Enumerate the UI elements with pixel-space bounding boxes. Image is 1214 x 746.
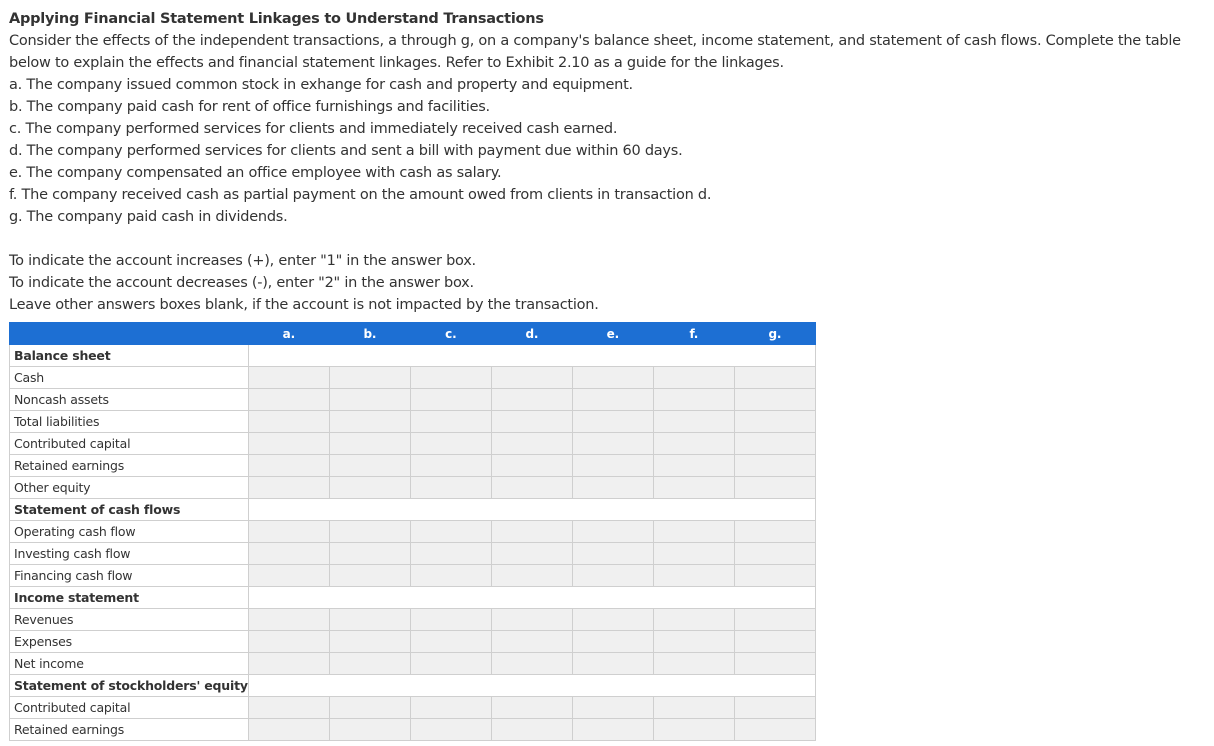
answer-input[interactable] xyxy=(573,433,653,454)
table-row xyxy=(10,719,816,741)
answer-cell[interactable] xyxy=(329,389,410,411)
answer-input[interactable] xyxy=(735,455,815,476)
section-spacer xyxy=(248,499,815,521)
answer-cell[interactable] xyxy=(248,477,329,499)
answer-cell[interactable] xyxy=(248,609,329,631)
table-row xyxy=(10,389,816,411)
answer-input[interactable] xyxy=(330,631,410,652)
section-spacer xyxy=(248,675,815,697)
answer-table-body xyxy=(10,345,816,741)
answer-input[interactable] xyxy=(492,521,572,542)
answer-input[interactable] xyxy=(330,477,410,498)
answer-input[interactable] xyxy=(573,521,653,542)
section-row xyxy=(10,675,816,697)
answer-cell[interactable] xyxy=(491,411,572,433)
answer-cell[interactable] xyxy=(572,719,653,741)
answer-input[interactable] xyxy=(654,477,734,498)
answer-cell[interactable] xyxy=(572,609,653,631)
answer-input[interactable] xyxy=(330,565,410,586)
answer-cell[interactable] xyxy=(491,389,572,411)
header-corner xyxy=(10,323,249,345)
answer-input[interactable] xyxy=(573,477,653,498)
answer-cell[interactable] xyxy=(329,631,410,653)
answer-input[interactable] xyxy=(411,719,491,740)
answer-cell[interactable] xyxy=(248,455,329,477)
answer-input[interactable] xyxy=(654,433,734,454)
table-row xyxy=(10,455,816,477)
answer-input[interactable] xyxy=(411,697,491,718)
answer-input[interactable] xyxy=(249,565,329,586)
answer-cell[interactable] xyxy=(410,521,491,543)
answer-cell[interactable] xyxy=(410,455,491,477)
answer-input[interactable] xyxy=(492,433,572,454)
answer-input[interactable] xyxy=(249,631,329,652)
answer-cell[interactable] xyxy=(734,653,815,675)
answer-input[interactable] xyxy=(654,411,734,432)
answer-cell[interactable] xyxy=(653,543,734,565)
answer-input[interactable] xyxy=(735,609,815,630)
column-header-c: c. xyxy=(410,323,491,345)
answer-input[interactable] xyxy=(573,697,653,718)
row-label: Revenues xyxy=(10,609,249,631)
answer-input[interactable] xyxy=(492,411,572,432)
answer-input[interactable] xyxy=(411,609,491,630)
answer-input[interactable] xyxy=(249,543,329,564)
answer-input[interactable] xyxy=(654,543,734,564)
transaction-c: c. The company performed services for clients and immediately received cash earned. xyxy=(9,121,618,137)
transaction-d: d. The company performed services for clients and sent a bill with payment due within 60 days. xyxy=(9,143,683,159)
row-label: Total liabilities xyxy=(10,411,249,433)
table-row xyxy=(10,367,816,389)
answer-cell[interactable] xyxy=(491,631,572,653)
answer-cell[interactable] xyxy=(248,631,329,653)
answer-input[interactable] xyxy=(735,697,815,718)
rule-blank: Leave other answers boxes blank, if the account is not impacted by the transaction. xyxy=(9,297,599,313)
table-row xyxy=(10,631,816,653)
answer-cell[interactable] xyxy=(734,565,815,587)
answer-cell[interactable] xyxy=(329,719,410,741)
table-row xyxy=(10,653,816,675)
answer-cell[interactable] xyxy=(572,389,653,411)
answer-input[interactable] xyxy=(330,719,410,740)
column-header-b: b. xyxy=(329,323,410,345)
answer-cell[interactable] xyxy=(572,521,653,543)
answer-input[interactable] xyxy=(654,609,734,630)
answer-cell[interactable] xyxy=(248,389,329,411)
row-label: Retained earnings xyxy=(10,719,249,741)
answer-input[interactable] xyxy=(573,367,653,388)
transaction-b: b. The company paid cash for rent of office furnishings and facilities. xyxy=(9,99,490,115)
answer-input[interactable] xyxy=(492,653,572,674)
answer-cell[interactable] xyxy=(653,609,734,631)
answer-input[interactable] xyxy=(249,433,329,454)
answer-input[interactable] xyxy=(654,565,734,586)
transaction-f: f. The company received cash as partial payment on the amount owed from clients in transaction d. xyxy=(9,187,712,203)
answer-input[interactable] xyxy=(411,653,491,674)
table-row xyxy=(10,565,816,587)
answer-input[interactable] xyxy=(249,477,329,498)
answer-cell[interactable] xyxy=(410,411,491,433)
answer-cell[interactable] xyxy=(734,389,815,411)
answer-cell[interactable] xyxy=(734,367,815,389)
answer-cell[interactable] xyxy=(248,565,329,587)
answer-cell[interactable] xyxy=(734,411,815,433)
answer-input[interactable] xyxy=(492,477,572,498)
answer-input[interactable] xyxy=(249,367,329,388)
answer-cell[interactable] xyxy=(572,565,653,587)
answer-input[interactable] xyxy=(249,719,329,740)
answer-input[interactable] xyxy=(249,609,329,630)
row-label: Noncash assets xyxy=(10,389,249,411)
answer-cell[interactable] xyxy=(329,477,410,499)
answer-cell[interactable] xyxy=(734,697,815,719)
answer-cell[interactable] xyxy=(734,631,815,653)
answer-cell[interactable] xyxy=(491,653,572,675)
answer-input[interactable] xyxy=(735,521,815,542)
answer-input[interactable] xyxy=(573,389,653,410)
section-row xyxy=(10,345,816,367)
answer-cell[interactable] xyxy=(491,455,572,477)
answer-input[interactable] xyxy=(735,719,815,740)
answer-cell[interactable] xyxy=(248,367,329,389)
answer-cell[interactable] xyxy=(248,433,329,455)
answer-input[interactable] xyxy=(411,411,491,432)
transaction-a: a. The company issued common stock in exhange for cash and property and equipment. xyxy=(9,77,633,93)
answer-input[interactable] xyxy=(411,565,491,586)
question-text xyxy=(9,8,1213,316)
answer-cell[interactable] xyxy=(491,543,572,565)
answer-input[interactable] xyxy=(411,631,491,652)
section-heading: Statement of stockholders' equity xyxy=(10,675,249,697)
question-title: Applying Financial Statement Linkages to Understand Transactions xyxy=(9,11,544,27)
row-label: Operating cash flow xyxy=(10,521,249,543)
rule-increase: To indicate the account increases (+), enter "1" in the answer box. xyxy=(9,253,476,269)
answer-cell[interactable] xyxy=(491,433,572,455)
answer-input[interactable] xyxy=(735,631,815,652)
answer-cell[interactable] xyxy=(248,543,329,565)
table-row xyxy=(10,609,816,631)
answer-cell[interactable] xyxy=(410,367,491,389)
answer-input[interactable] xyxy=(492,455,572,476)
answer-input[interactable] xyxy=(492,609,572,630)
section-spacer xyxy=(248,345,815,367)
answer-cell[interactable] xyxy=(491,565,572,587)
table-row xyxy=(10,433,816,455)
answer-cell[interactable] xyxy=(734,543,815,565)
answer-cell[interactable] xyxy=(572,455,653,477)
answer-input[interactable] xyxy=(573,653,653,674)
answer-input[interactable] xyxy=(573,609,653,630)
answer-cell[interactable] xyxy=(572,367,653,389)
answer-cell[interactable] xyxy=(572,631,653,653)
section-row xyxy=(10,499,816,521)
table-row xyxy=(10,697,816,719)
answer-input[interactable] xyxy=(492,389,572,410)
answer-input[interactable] xyxy=(654,367,734,388)
answer-input[interactable] xyxy=(492,565,572,586)
transaction-e: e. The company compensated an office employee with cash as salary. xyxy=(9,165,502,181)
answer-input[interactable] xyxy=(249,521,329,542)
column-header-d: d. xyxy=(491,323,572,345)
answer-cell[interactable] xyxy=(653,631,734,653)
row-label: Expenses xyxy=(10,631,249,653)
question-instructions: Consider the effects of the independent transactions, a through g, on a company's balance sheet, income statement, and statement of cash flows. Complete the table below to explain the effects and financial statement linkages. Refer to Exhibit 2.10 as a guide for the linkages. xyxy=(9,33,1181,71)
answer-input[interactable] xyxy=(573,455,653,476)
answer-cell[interactable] xyxy=(653,411,734,433)
answer-input[interactable] xyxy=(249,389,329,410)
answer-cell[interactable] xyxy=(653,389,734,411)
answer-cell[interactable] xyxy=(653,455,734,477)
answer-input[interactable] xyxy=(735,565,815,586)
answer-input[interactable] xyxy=(411,477,491,498)
answer-cell[interactable] xyxy=(248,411,329,433)
answer-input[interactable] xyxy=(330,653,410,674)
row-label: Other equity xyxy=(10,477,249,499)
answer-input[interactable] xyxy=(492,719,572,740)
answer-cell[interactable] xyxy=(653,653,734,675)
spacer xyxy=(9,228,1213,250)
answer-cell[interactable] xyxy=(653,697,734,719)
answer-cell[interactable] xyxy=(410,543,491,565)
answer-input[interactable] xyxy=(654,631,734,652)
answer-cell[interactable] xyxy=(572,433,653,455)
answer-cell[interactable] xyxy=(329,411,410,433)
answer-cell[interactable] xyxy=(410,433,491,455)
answer-cell[interactable] xyxy=(491,719,572,741)
answer-input[interactable] xyxy=(492,543,572,564)
column-header-e: e. xyxy=(572,323,653,345)
answer-input[interactable] xyxy=(492,631,572,652)
answer-cell[interactable] xyxy=(653,719,734,741)
answer-cell[interactable] xyxy=(329,521,410,543)
answer-input[interactable] xyxy=(411,367,491,388)
answer-input[interactable] xyxy=(735,389,815,410)
answer-cell[interactable] xyxy=(653,477,734,499)
answer-cell[interactable] xyxy=(410,697,491,719)
answer-input[interactable] xyxy=(654,455,734,476)
answer-input[interactable] xyxy=(654,389,734,410)
answer-cell[interactable] xyxy=(248,719,329,741)
answer-cell[interactable] xyxy=(734,477,815,499)
answer-input[interactable] xyxy=(330,521,410,542)
table-row xyxy=(10,477,816,499)
answer-input[interactable] xyxy=(573,411,653,432)
row-label: Contributed capital xyxy=(10,433,249,455)
rule-decrease: To indicate the account decreases (-), enter "2" in the answer box. xyxy=(9,275,474,291)
answer-cell[interactable] xyxy=(329,455,410,477)
transaction-g: g. The company paid cash in dividends. xyxy=(9,209,288,225)
answer-cell[interactable] xyxy=(329,565,410,587)
answer-input[interactable] xyxy=(654,653,734,674)
answer-cell[interactable] xyxy=(653,433,734,455)
answer-cell[interactable] xyxy=(329,609,410,631)
section-heading: Income statement xyxy=(10,587,249,609)
section-row xyxy=(10,587,816,609)
answer-input[interactable] xyxy=(573,565,653,586)
row-label: Contributed capital xyxy=(10,697,249,719)
answer-input[interactable] xyxy=(330,389,410,410)
answer-cell[interactable] xyxy=(653,565,734,587)
answer-input[interactable] xyxy=(573,631,653,652)
answer-cell[interactable] xyxy=(329,653,410,675)
section-spacer xyxy=(248,587,815,609)
answer-cell[interactable] xyxy=(491,609,572,631)
answer-cell[interactable] xyxy=(572,543,653,565)
answer-cell[interactable] xyxy=(329,697,410,719)
answer-cell[interactable] xyxy=(329,543,410,565)
table-header-row xyxy=(10,323,816,345)
answer-input[interactable] xyxy=(330,455,410,476)
row-label: Retained earnings xyxy=(10,455,249,477)
answer-input[interactable] xyxy=(735,367,815,388)
answer-cell[interactable] xyxy=(572,697,653,719)
table-row xyxy=(10,543,816,565)
answer-cell[interactable] xyxy=(734,455,815,477)
answer-cell[interactable] xyxy=(734,433,815,455)
answer-input[interactable] xyxy=(330,609,410,630)
row-label: Net income xyxy=(10,653,249,675)
answer-input[interactable] xyxy=(492,367,572,388)
answer-input[interactable] xyxy=(735,543,815,564)
answer-input[interactable] xyxy=(330,433,410,454)
answer-cell[interactable] xyxy=(329,367,410,389)
answer-input[interactable] xyxy=(249,697,329,718)
answer-cell[interactable] xyxy=(572,477,653,499)
answer-input[interactable] xyxy=(573,719,653,740)
answer-input[interactable] xyxy=(735,411,815,432)
answer-input[interactable] xyxy=(411,433,491,454)
answer-cell[interactable] xyxy=(653,521,734,543)
answer-cell[interactable] xyxy=(491,521,572,543)
row-label: Investing cash flow xyxy=(10,543,249,565)
row-label: Cash xyxy=(10,367,249,389)
answer-cell[interactable] xyxy=(410,609,491,631)
answer-cell[interactable] xyxy=(491,367,572,389)
answer-cell[interactable] xyxy=(734,719,815,741)
answer-cell[interactable] xyxy=(410,477,491,499)
answer-input[interactable] xyxy=(411,521,491,542)
table-row xyxy=(10,521,816,543)
answer-input[interactable] xyxy=(411,389,491,410)
answer-input[interactable] xyxy=(735,477,815,498)
answer-input[interactable] xyxy=(654,521,734,542)
answer-cell[interactable] xyxy=(410,719,491,741)
answer-cell[interactable] xyxy=(491,697,572,719)
answer-input[interactable] xyxy=(735,653,815,674)
answer-input[interactable] xyxy=(249,411,329,432)
answer-cell[interactable] xyxy=(248,653,329,675)
answer-cell[interactable] xyxy=(734,609,815,631)
answer-input[interactable] xyxy=(330,543,410,564)
column-header-a: a. xyxy=(248,323,329,345)
answer-input[interactable] xyxy=(330,367,410,388)
answer-cell[interactable] xyxy=(329,433,410,455)
section-heading: Balance sheet xyxy=(10,345,249,367)
answer-cell[interactable] xyxy=(410,631,491,653)
answer-input[interactable] xyxy=(411,543,491,564)
answer-cell[interactable] xyxy=(572,411,653,433)
answer-input[interactable] xyxy=(330,697,410,718)
answer-table xyxy=(9,322,816,741)
answer-input[interactable] xyxy=(249,653,329,674)
answer-cell[interactable] xyxy=(248,521,329,543)
answer-input[interactable] xyxy=(654,697,734,718)
answer-input[interactable] xyxy=(654,719,734,740)
row-label: Financing cash flow xyxy=(10,565,249,587)
answer-input[interactable] xyxy=(249,455,329,476)
answer-cell[interactable] xyxy=(734,521,815,543)
answer-cell[interactable] xyxy=(410,565,491,587)
answer-cell[interactable] xyxy=(410,389,491,411)
answer-input[interactable] xyxy=(492,697,572,718)
answer-cell[interactable] xyxy=(491,477,572,499)
section-heading: Statement of cash flows xyxy=(10,499,249,521)
answer-cell[interactable] xyxy=(572,653,653,675)
answer-input[interactable] xyxy=(735,433,815,454)
answer-input[interactable] xyxy=(411,455,491,476)
column-header-f: f. xyxy=(653,323,734,345)
answer-cell[interactable] xyxy=(653,367,734,389)
answer-cell[interactable] xyxy=(410,653,491,675)
column-header-g: g. xyxy=(734,323,815,345)
answer-input[interactable] xyxy=(573,543,653,564)
answer-input[interactable] xyxy=(330,411,410,432)
table-row xyxy=(10,411,816,433)
answer-cell[interactable] xyxy=(248,697,329,719)
